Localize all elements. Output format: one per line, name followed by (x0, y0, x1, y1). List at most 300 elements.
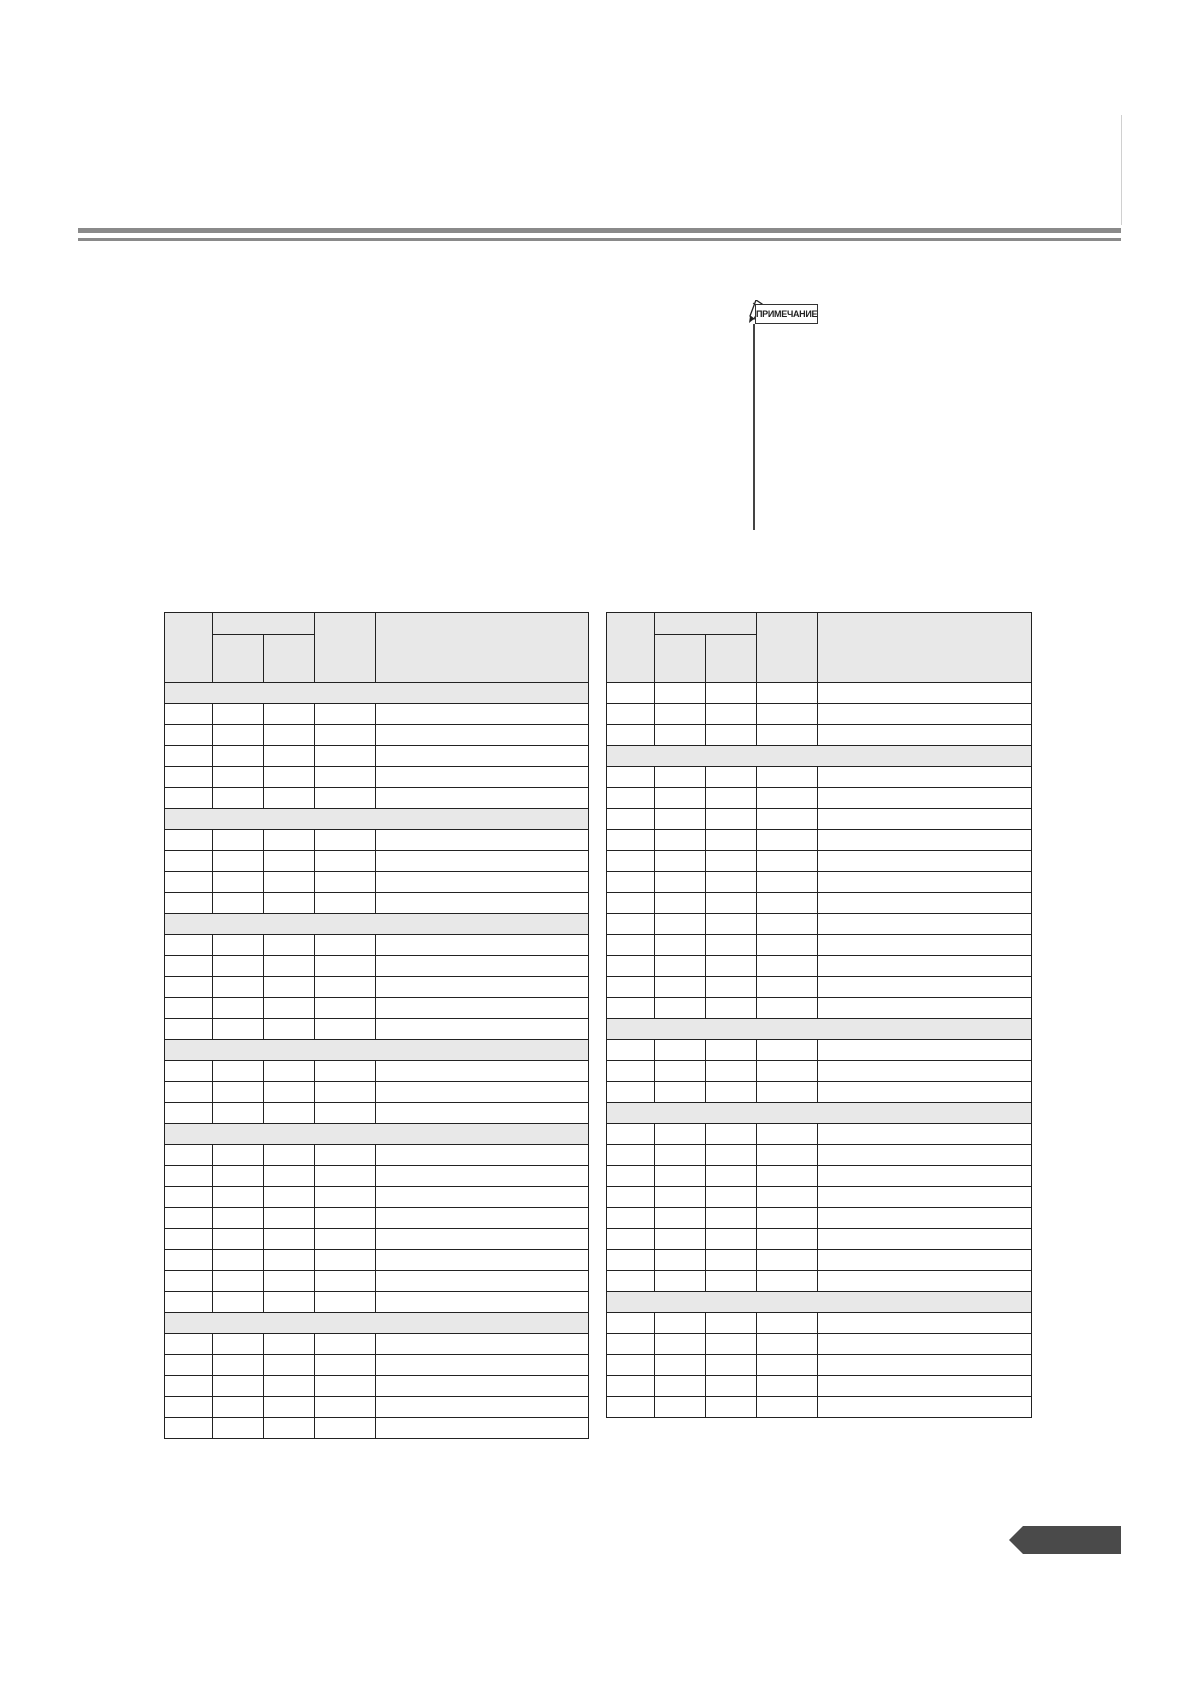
header-cell (376, 613, 589, 683)
table-row (607, 1040, 1032, 1061)
table-cell (213, 956, 264, 977)
category-row (165, 1040, 589, 1061)
header-cell (165, 613, 213, 683)
table-cell (315, 893, 376, 914)
table-cell (315, 1271, 376, 1292)
table-cell (607, 914, 655, 935)
table-cell (376, 1082, 589, 1103)
category-row (165, 809, 589, 830)
header-cell (818, 613, 1032, 683)
table-cell (165, 1103, 213, 1124)
header-subcell (706, 635, 757, 683)
table-cell (213, 1355, 264, 1376)
table-cell (376, 1103, 589, 1124)
table-row (607, 1376, 1032, 1397)
table-row (165, 1229, 589, 1250)
table-cell (213, 767, 264, 788)
table-cell (818, 893, 1032, 914)
table-cell (655, 1229, 706, 1250)
header-group-cell (655, 613, 757, 635)
table-cell (376, 851, 589, 872)
table-row (607, 914, 1032, 935)
category-row (607, 746, 1032, 767)
table-cell (165, 1271, 213, 1292)
table-cell (655, 1208, 706, 1229)
table-cell (818, 998, 1032, 1019)
table-cell (818, 1271, 1032, 1292)
table-row (607, 977, 1032, 998)
table-cell (376, 1418, 589, 1439)
table-row (607, 1229, 1032, 1250)
table-cell (655, 1313, 706, 1334)
table-cell (818, 809, 1032, 830)
table-cell (376, 830, 589, 851)
table-cell (165, 704, 213, 725)
table-cell (315, 1082, 376, 1103)
table-cell (165, 893, 213, 914)
table-cell (264, 1103, 315, 1124)
category-cell (607, 1019, 1032, 1040)
table-cell (757, 1250, 818, 1271)
table-cell (757, 935, 818, 956)
table-cell (706, 683, 757, 704)
table-cell (213, 977, 264, 998)
table-cell (376, 977, 589, 998)
page-tab-marker (1009, 1526, 1121, 1554)
table-row (165, 1145, 589, 1166)
table-row (165, 935, 589, 956)
category-row (165, 683, 589, 704)
table-cell (264, 1418, 315, 1439)
table-row (607, 788, 1032, 809)
table-row (165, 956, 589, 977)
table-cell (264, 1019, 315, 1040)
table-cell (376, 1061, 589, 1082)
table-cell (706, 809, 757, 830)
table-cell (655, 788, 706, 809)
table-cell (264, 704, 315, 725)
table-row (607, 851, 1032, 872)
table-cell (818, 1040, 1032, 1061)
table-cell (818, 704, 1032, 725)
table-cell (655, 1061, 706, 1082)
table-cell (655, 767, 706, 788)
table-cell (376, 1292, 589, 1313)
table-cell (706, 830, 757, 851)
table-cell (607, 1166, 655, 1187)
table-cell (757, 1040, 818, 1061)
header-subcell (264, 635, 315, 683)
table-cell (376, 998, 589, 1019)
table-cell (376, 872, 589, 893)
table-cell (757, 725, 818, 746)
table-cell (706, 767, 757, 788)
table-cell (213, 1103, 264, 1124)
table-cell (213, 1208, 264, 1229)
table-cell (264, 1145, 315, 1166)
table-row (165, 746, 589, 767)
header-cell (607, 613, 655, 683)
table-cell (165, 1061, 213, 1082)
table-row (165, 704, 589, 725)
table-cell (264, 1187, 315, 1208)
table-cell (165, 746, 213, 767)
table-cell (315, 1166, 376, 1187)
table-row (607, 998, 1032, 1019)
table-cell (315, 1208, 376, 1229)
table-cell (818, 977, 1032, 998)
table-cell (706, 704, 757, 725)
table-cell (607, 851, 655, 872)
table-row (607, 1166, 1032, 1187)
table-cell (264, 998, 315, 1019)
table-cell (607, 809, 655, 830)
table-cell (655, 1166, 706, 1187)
table-cell (818, 1355, 1032, 1376)
table-cell (706, 1271, 757, 1292)
table-cell (818, 1061, 1032, 1082)
table-cell (818, 956, 1032, 977)
table-cell (757, 704, 818, 725)
table-cell (706, 872, 757, 893)
table-cell (607, 1250, 655, 1271)
table-cell (264, 1355, 315, 1376)
table-cell (706, 914, 757, 935)
table-row (607, 1271, 1032, 1292)
table-cell (655, 683, 706, 704)
table-row (165, 977, 589, 998)
table-cell (315, 767, 376, 788)
table-cell (706, 1334, 757, 1355)
table-cell (264, 1166, 315, 1187)
table-cell (818, 935, 1032, 956)
table-cell (165, 1166, 213, 1187)
table-cell (165, 1187, 213, 1208)
table-cell (165, 956, 213, 977)
table-row (607, 1397, 1032, 1418)
table-row (165, 767, 589, 788)
table-cell (706, 1229, 757, 1250)
table-cell (818, 1145, 1032, 1166)
table-row (165, 1250, 589, 1271)
table-cell (655, 977, 706, 998)
table-cell (264, 1208, 315, 1229)
table-cell (757, 872, 818, 893)
table-cell (706, 1145, 757, 1166)
table-row (165, 851, 589, 872)
table-cell (706, 1376, 757, 1397)
table-cell (165, 1082, 213, 1103)
table-cell (607, 893, 655, 914)
note-vertical-line (753, 324, 755, 530)
table-row (607, 1145, 1032, 1166)
table-cell (165, 830, 213, 851)
table-cell (757, 956, 818, 977)
table-cell (165, 872, 213, 893)
table-cell (165, 1145, 213, 1166)
table-cell (757, 977, 818, 998)
table-row (607, 872, 1032, 893)
table-cell (376, 1145, 589, 1166)
table-cell (757, 1376, 818, 1397)
table-cell (655, 1397, 706, 1418)
table-cell (818, 683, 1032, 704)
table-cell (315, 1355, 376, 1376)
table-row (165, 1376, 589, 1397)
table-cell (213, 1082, 264, 1103)
table-cell (165, 1019, 213, 1040)
table-cell (706, 1208, 757, 1229)
table-row (607, 935, 1032, 956)
table-cell (315, 851, 376, 872)
table-cell (818, 830, 1032, 851)
table-cell (376, 1229, 589, 1250)
table-cell (655, 851, 706, 872)
table-row (607, 1334, 1032, 1355)
table-row (165, 1061, 589, 1082)
table-cell (264, 1334, 315, 1355)
table-cell (165, 1334, 213, 1355)
category-row (607, 1292, 1032, 1313)
note-marker (745, 300, 820, 330)
table-cell (655, 914, 706, 935)
table-cell (607, 1124, 655, 1145)
table-cell (165, 1397, 213, 1418)
table-cell (213, 1334, 264, 1355)
table-cell (818, 1334, 1032, 1355)
table-cell (376, 1250, 589, 1271)
table-cell (376, 746, 589, 767)
table-cell (165, 1250, 213, 1271)
table-cell (757, 767, 818, 788)
table-cell (757, 1397, 818, 1418)
table-cell (655, 1040, 706, 1061)
table-row (165, 1166, 589, 1187)
table-cell (376, 767, 589, 788)
table-cell (264, 830, 315, 851)
table-cell (213, 872, 264, 893)
table-cell (315, 935, 376, 956)
table-row (165, 1397, 589, 1418)
table-cell (315, 1019, 376, 1040)
table-row (165, 725, 589, 746)
table-cell (655, 893, 706, 914)
table-cell (264, 1061, 315, 1082)
table-cell (376, 1187, 589, 1208)
left-table-wrap (164, 612, 589, 1439)
category-row (607, 1019, 1032, 1040)
table-row (165, 1334, 589, 1355)
table-cell (818, 1229, 1032, 1250)
table-cell (818, 1124, 1032, 1145)
header-subcell (655, 635, 706, 683)
table-cell (264, 1082, 315, 1103)
table-row (165, 1208, 589, 1229)
table-cell (213, 1061, 264, 1082)
table-cell (757, 1229, 818, 1250)
table-cell (655, 1334, 706, 1355)
table-cell (757, 914, 818, 935)
category-cell (165, 1040, 589, 1061)
table-cell (607, 872, 655, 893)
category-cell (165, 809, 589, 830)
category-cell (607, 1292, 1032, 1313)
table-cell (607, 830, 655, 851)
table-cell (607, 788, 655, 809)
table-cell (757, 683, 818, 704)
table-cell (757, 1313, 818, 1334)
right-table (606, 612, 1032, 1418)
table-cell (655, 704, 706, 725)
table-row (165, 1355, 589, 1376)
table-cell (213, 1292, 264, 1313)
table-cell (213, 1187, 264, 1208)
table-cell (757, 809, 818, 830)
table-row (165, 1019, 589, 1040)
table-cell (818, 872, 1032, 893)
table-cell (706, 935, 757, 956)
table-cell (607, 1271, 655, 1292)
header-subcell (213, 635, 264, 683)
table-cell (376, 725, 589, 746)
table-row (165, 893, 589, 914)
table-cell (213, 851, 264, 872)
table-cell (757, 830, 818, 851)
margin-vertical-rule (1121, 115, 1122, 225)
table-cell (315, 704, 376, 725)
table-cell (757, 1124, 818, 1145)
table-cell (213, 1250, 264, 1271)
table-cell (315, 1103, 376, 1124)
table-cell (315, 788, 376, 809)
table-cell (264, 977, 315, 998)
table-cell (315, 1292, 376, 1313)
table-cell (757, 1082, 818, 1103)
table-cell (818, 1397, 1032, 1418)
table-cell (165, 1292, 213, 1313)
table-cell (818, 1250, 1032, 1271)
header-rule-thick (78, 228, 1121, 233)
category-row (165, 1124, 589, 1145)
table-cell (655, 956, 706, 977)
table-cell (607, 1187, 655, 1208)
table-cell (757, 1271, 818, 1292)
table-row (165, 1418, 589, 1439)
table-row (607, 1208, 1032, 1229)
table-cell (213, 1145, 264, 1166)
table-cell (315, 1418, 376, 1439)
header-group-cell (213, 613, 315, 635)
table-cell (315, 1397, 376, 1418)
table-row (165, 788, 589, 809)
table-cell (376, 1355, 589, 1376)
table-cell (607, 1208, 655, 1229)
table-cell (264, 746, 315, 767)
table-cell (264, 851, 315, 872)
category-row (607, 1103, 1032, 1124)
table-row (607, 704, 1032, 725)
table-cell (607, 1082, 655, 1103)
table-cell (607, 725, 655, 746)
table-row (607, 1313, 1032, 1334)
table-cell (376, 1208, 589, 1229)
table-cell (655, 830, 706, 851)
table-cell (264, 935, 315, 956)
table-cell (655, 998, 706, 1019)
table-cell (264, 872, 315, 893)
table-row (607, 830, 1032, 851)
table-cell (165, 1229, 213, 1250)
table-row (607, 1355, 1032, 1376)
header-cell (315, 613, 376, 683)
table-row (607, 683, 1032, 704)
table-cell (213, 1418, 264, 1439)
table-cell (213, 830, 264, 851)
table-cell (165, 788, 213, 809)
table-row (607, 956, 1032, 977)
table-cell (607, 1397, 655, 1418)
table-cell (655, 872, 706, 893)
table-row (607, 1250, 1032, 1271)
table-cell (315, 1061, 376, 1082)
table-cell (757, 1145, 818, 1166)
table-cell (264, 956, 315, 977)
table-cell (264, 1292, 315, 1313)
table-row (165, 1103, 589, 1124)
table-cell (655, 1376, 706, 1397)
table-cell (315, 1250, 376, 1271)
table-cell (818, 851, 1032, 872)
table-cell (376, 1334, 589, 1355)
table-cell (315, 1334, 376, 1355)
table-cell (376, 1019, 589, 1040)
table-cell (264, 1397, 315, 1418)
table-cell (655, 1187, 706, 1208)
table-cell (607, 1229, 655, 1250)
table-cell (757, 1334, 818, 1355)
table-cell (757, 851, 818, 872)
table-cell (165, 851, 213, 872)
table-cell (757, 1208, 818, 1229)
table-cell (607, 767, 655, 788)
table-cell (655, 1082, 706, 1103)
table-cell (315, 1376, 376, 1397)
table-cell (655, 1145, 706, 1166)
table-cell (818, 1187, 1032, 1208)
table-cell (264, 1250, 315, 1271)
table-cell (376, 893, 589, 914)
header-cell (757, 613, 818, 683)
header-rule-thin (78, 238, 1121, 241)
table-cell (165, 1376, 213, 1397)
table-cell (315, 956, 376, 977)
table-cell (213, 1019, 264, 1040)
table-row (607, 893, 1032, 914)
table-cell (706, 1061, 757, 1082)
table-cell (818, 767, 1032, 788)
table-cell (165, 1355, 213, 1376)
table-cell (655, 1124, 706, 1145)
table-cell (706, 893, 757, 914)
table-row (165, 1082, 589, 1103)
table-cell (264, 1229, 315, 1250)
table-cell (165, 1208, 213, 1229)
table-cell (607, 935, 655, 956)
table-cell (607, 1061, 655, 1082)
table-cell (315, 1145, 376, 1166)
table-cell (655, 1355, 706, 1376)
table-cell (376, 956, 589, 977)
